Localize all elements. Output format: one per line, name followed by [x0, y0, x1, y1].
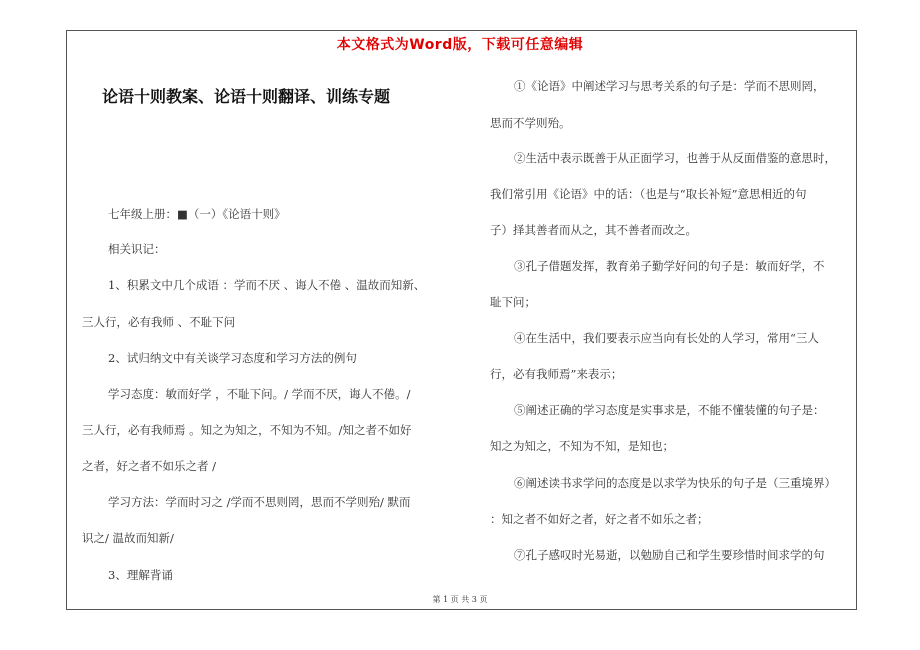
paragraph-line: 识之/ 温故而知新/: [82, 531, 174, 545]
paragraph-line: 2、试归纳文中有关谈学习态度和学习方法的例句: [108, 351, 357, 365]
paragraph-line: 我们常引用《论语》中的话：（也是与“取长补短”意思相近的句: [490, 187, 807, 201]
document-title: 论语十则教案、论语十则翻译、训练专题: [102, 87, 391, 106]
paragraph-line: 之者，好之者不如乐之者 /: [82, 459, 217, 473]
paragraph-line: ：知之者不如好之者，好之者不如乐之者；: [490, 512, 709, 526]
paragraph-line: ⑦孔子感叹时光易逝，以勉励自己和学生要珍惜时间求学的句: [514, 548, 825, 562]
paragraph-line: ③孔子借题发挥，教育弟子勤学好问的句子是：敏而好学，不: [514, 259, 825, 273]
paragraph-line: ⑤阐述正确的学习态度是实事求是，不能不懂装懂的句子是：: [514, 403, 825, 417]
paragraph-line: 三人行，必有我师焉 。知之为知之，不知为不知。/知之者不如好: [82, 423, 412, 437]
paragraph-line: 子）择其善者而从之，其不善者而改之。: [490, 223, 697, 237]
paragraph-line: ②生活中表示既善于从正面学习，也善于从反面借鉴的意思时，: [514, 151, 836, 165]
paragraph-line: ⑥阐述读书求学问的态度是以求学为快乐的句子是（三重境界）: [514, 476, 836, 490]
paragraph-line: ④在生活中，我们要表示应当向有长处的人学习，常用“三人: [514, 331, 819, 345]
paragraph-line: 学习态度：敏而好学 ，不耻下问。/ 学而不厌，诲人不倦。/: [108, 387, 411, 401]
paragraph-line: 相关识记：: [108, 242, 166, 256]
paragraph-line: 耻下问；: [490, 295, 536, 309]
paragraph-line: 3、理解背诵: [108, 568, 173, 582]
paragraph-line: ①《论语》中阐述学习与思考关系的句子是：学而不思则罔，: [514, 79, 825, 93]
paragraph-line: 行，必有我师焉”来表示；: [490, 367, 623, 381]
editable-banner: 本文格式为Word版，下载可任意编辑: [336, 37, 584, 53]
paragraph-line: 1、积累文中几个成语 ：学而不厌 、诲人不倦 、温故而知新、: [108, 278, 426, 292]
paragraph-line: 知之为知之，不知为不知，是知也；: [490, 439, 674, 453]
page-number-footer: 第 1 页 共 3 页: [432, 595, 488, 604]
paragraph-line: 三人行，必有我师 、不耻下问: [82, 315, 236, 329]
paragraph-line: 思而不学则殆。: [490, 116, 571, 130]
paragraph-line: 学习方法：学而时习之 /学而不思则罔，思而不学则殆/ 默而: [108, 495, 411, 509]
paragraph-line: 七年级上册：■（一）《论语十则》: [108, 207, 286, 221]
